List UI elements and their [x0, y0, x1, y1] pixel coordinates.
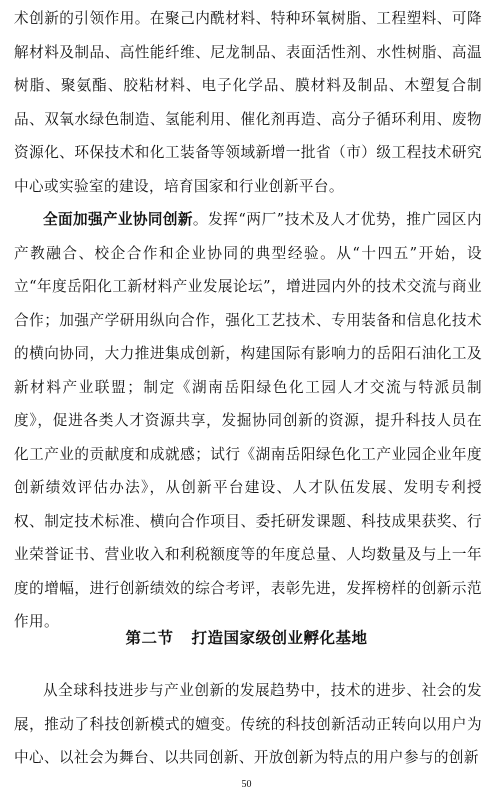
body-paragraph-1 [14, 2, 482, 203]
section-title: 打造国家级创业孵化基地 [191, 629, 368, 647]
paragraph-2-heading: 全面加强产业协同创新 [43, 211, 193, 228]
paragraph-2-text: 。发挥“两厂”技术及人才优势，推广园区内产教融合、校企合作和企业协同的典型经验。从“十四五”开始，设立“年度岳阳化工新材料产业发展论坛”，增进园内外的技术交流与商业合作；加强产学研用纵向合作，强化工艺技术、专用装备和信息化技术的横向协同，大力推进集成创新，构建国际有影响力的岳阳石油化工及新材料产业联盟；制定《湖南岳阳绿色化工园人才交流与特派员制度》，促进各类人才资源共享，发掘协同创新的资源，提升科技人员在化工产业的贡献度和成就感；试行《湖南岳阳绿色化工产业园企业年度创新绩效评估办法》，从创新平台建设、人才队伍发展、发明专利授权、制定技术标准、横向合作项目、委托研发课题、科技成果获奖、行业荣誉证书、营业收入和利税额度等的年度总量、人均数量及与上一年度的增幅，进行创新绩效的综合考评，表彰先进，发挥榜样的创新示范作用。 [14, 211, 482, 630]
paragraph-3-text: 从全球科技进步与产业创新的发展趋势中，技术的进步、社会的发展，推动了科技创新模式的嬗变。传统的科技创新活动正转向以用户为中心、以社会为舞台、以共同创新、开放创新为特点的用户参与的创新 [14, 682, 482, 766]
body-paragraph-2 [14, 203, 482, 639]
body-paragraph-3 [14, 674, 482, 775]
paragraph-1-text: 术创新的引领作用。在聚己内酰材料、特种环氧树脂、工程塑料、可降解材料及制品、高性能纤维、尼龙制品、表面活性剂、水性树脂、高温树脂、聚氨酯、胶粘材料、电子化学品、膜材料及制品、木塑复合制品、双氧水绿色制造、氢能利用、催化剂再造、高分子循环利用、废物资源化、环保技术和化工装备等领域新增一批省（市）级工程技术研究中心或实验室的建设，培育国家和行业创新平台。 [14, 10, 482, 195]
section-heading [0, 624, 493, 652]
section-number: 第二节 [125, 629, 174, 647]
page-number: 50 [241, 779, 252, 790]
